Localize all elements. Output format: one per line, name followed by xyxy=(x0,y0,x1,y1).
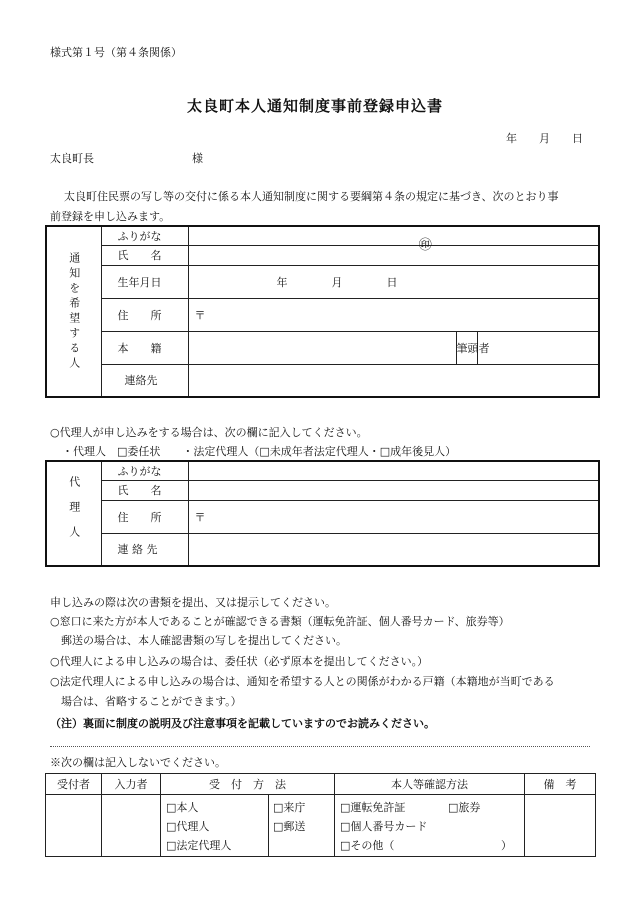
applicant-furigana-label: ふりがな xyxy=(101,226,188,245)
remarks-cell xyxy=(525,795,596,857)
seal-icon: ㊞ xyxy=(418,237,432,253)
id-other-checkbox: □その他（ xyxy=(340,839,395,852)
warning-note: （注）裏面に制度の説明及び注意事項を記載していますのでお読みください。 xyxy=(50,717,435,730)
agent-furigana-label: ふりがな xyxy=(101,461,188,480)
note-line: 郵送の場合は、本人確認書類の写しを提出してください。 xyxy=(50,634,347,647)
note-line: 申し込みの際は次の書類を提出、又は提示してください。 xyxy=(50,596,336,609)
addressee-honorific: 様 xyxy=(192,152,203,165)
note-line: ○代理人による申し込みの場合は、委任状（必ず原本を提出してください。） xyxy=(50,655,429,668)
header-method: 受 付 方 法 xyxy=(161,774,335,795)
header-inputter: 入力者 xyxy=(102,774,161,795)
agent-side-label: 代理人 xyxy=(46,461,101,566)
agent-table xyxy=(45,460,600,567)
agent-name-label: 氏 名 xyxy=(101,480,188,500)
close-paren: ） xyxy=(501,839,512,852)
agent-contact-field[interactable] xyxy=(188,533,599,566)
agent-furigana-field[interactable] xyxy=(188,461,599,480)
method-mail-checkbox: □郵送 xyxy=(273,820,306,833)
method-agent-checkbox: □代理人 xyxy=(166,820,210,833)
agent-note: ○代理人が申し込みをする場合は、次の欄に記入してください。 xyxy=(50,426,368,439)
applicant-furigana-field[interactable] xyxy=(188,226,599,245)
receiver-cell xyxy=(46,795,102,857)
agent-address-field[interactable] xyxy=(188,500,599,533)
office-table xyxy=(45,773,596,857)
page-title: 太良町本人通知制度事前登録申込書 xyxy=(186,97,443,115)
method-legal-agent-checkbox: □法定代理人 xyxy=(166,839,232,852)
applicant-head-field[interactable] xyxy=(477,331,599,364)
agent-contact-label: 連 絡 先 xyxy=(101,533,188,566)
id-check-cell xyxy=(335,795,525,857)
applicant-name-field[interactable] xyxy=(188,237,599,265)
note-line: ○法定代理人による申し込みの場合は、通知を希望する人との関係がわかる戸籍（本籍地が当町である xyxy=(50,675,555,688)
applicant-honseki-field[interactable] xyxy=(188,331,456,364)
form-code: 様式第１号（第４条関係） xyxy=(50,46,182,59)
postal-mark: 〒 xyxy=(194,510,206,524)
applicant-birthdate-label: 生年月日 xyxy=(101,265,188,298)
applicant-table xyxy=(45,225,600,398)
agent-address-label: 住 所 xyxy=(101,500,188,533)
header-id-check: 本人等確認方法 xyxy=(335,774,525,795)
date-line: 年 月 日 xyxy=(506,132,583,145)
applicant-side-label: 通知を希望する人 xyxy=(46,226,101,397)
method-visit-checkbox: □来庁 xyxy=(273,801,306,814)
note-line: 場合は、省略することができます。） xyxy=(50,695,242,708)
applicant-contact-field[interactable] xyxy=(188,364,599,397)
header-receiver: 受付者 xyxy=(46,774,102,795)
id-passport-checkbox: □旅券 xyxy=(448,801,481,814)
agent-name-field[interactable] xyxy=(188,480,599,500)
inputter-cell xyxy=(102,795,161,857)
method-cell xyxy=(161,795,335,857)
id-mynumber-checkbox: □個人番号カード xyxy=(340,820,428,833)
applicant-address-label: 住 所 xyxy=(101,298,188,331)
postal-mark: 〒 xyxy=(194,308,206,322)
applicant-contact-label: 連絡先 xyxy=(101,364,188,397)
header-remarks: 備 考 xyxy=(525,774,596,795)
method-divider xyxy=(268,795,269,856)
applicant-honseki-label: 本 籍 xyxy=(101,331,188,364)
method-self-checkbox: □本人 xyxy=(166,801,199,814)
office-note: ※次の欄は記入しないでください。 xyxy=(50,756,226,769)
applicant-address-field[interactable] xyxy=(188,298,599,331)
applicant-name-label: 氏 名 xyxy=(101,245,188,265)
dotted-divider xyxy=(50,746,590,747)
addressee: 太良町長 xyxy=(50,152,94,165)
agent-options: ・代理人 □委任状 ・法定代理人（□未成年者法定代理人・□成年後見人） xyxy=(62,445,457,458)
note-line: ○窓口に来た方が本人であることが確認できる書類（運転免許証、個人番号カード、旅券等） xyxy=(50,615,510,628)
intro-line-1: 太良町住民票の写し等の交付に係る本人通知制度に関する要綱第４条の規定に基づき、次のとおり事 xyxy=(64,190,559,203)
intro-line-2: 前登録を申し込みます。 xyxy=(50,210,171,223)
id-license-checkbox: □運転免許証 xyxy=(340,801,406,814)
applicant-birthdate-field[interactable]: 年 月 日 xyxy=(188,265,599,298)
applicant-head-label: 筆頭者 xyxy=(456,331,477,364)
